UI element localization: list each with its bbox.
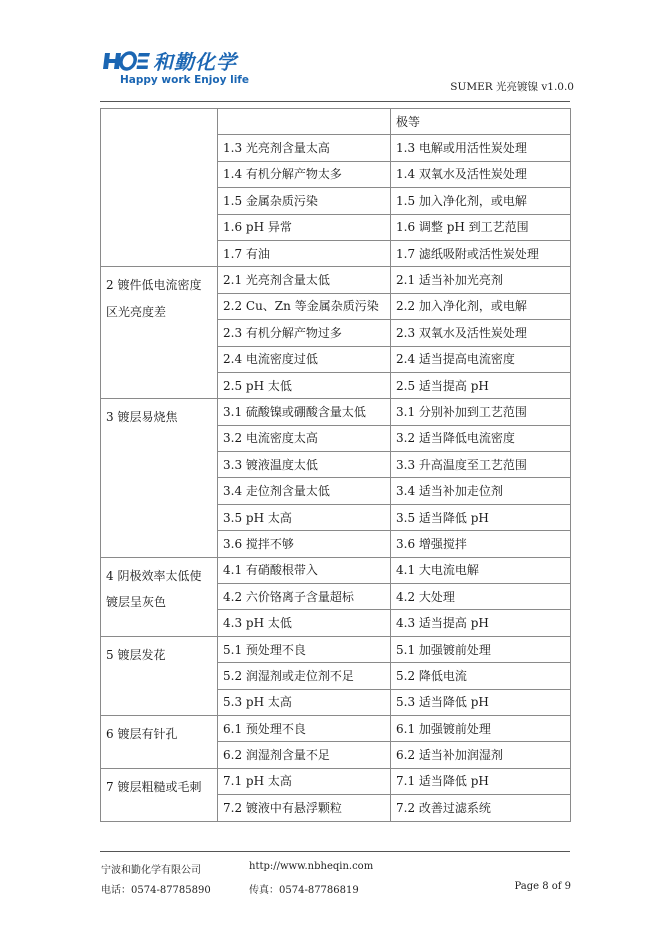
problem-cell: 2 镀件低电流密度区光亮度差 <box>101 267 218 399</box>
table-row <box>101 768 571 794</box>
remedy-cell: 3.6 增强搅拌 <box>391 531 571 557</box>
cause-cell: 5.1 预处理不良 <box>218 636 391 662</box>
footer-company: 宁波和勤化学有限公司 <box>101 865 201 876</box>
remedy-cell: 3.5 适当降低 pH <box>391 504 571 530</box>
problem-cell: 4 阴极效率太低使镀层呈灰色 <box>101 557 218 636</box>
problem-cell: 6 镀层有针孔 <box>101 715 218 768</box>
footer-phone: 电话：0574-87785890 <box>101 885 211 896</box>
header-divider <box>100 101 570 102</box>
cause-cell <box>218 109 391 135</box>
cause-cell: 6.1 预处理不良 <box>218 715 391 741</box>
remedy-cell: 5.2 降低电流 <box>391 663 571 689</box>
footer-divider <box>100 851 570 852</box>
table-row <box>101 267 571 293</box>
table-row <box>101 636 571 662</box>
remedy-cell: 1.3 电解或用活性炭处理 <box>391 135 571 161</box>
remedy-cell: 5.3 适当降低 pH <box>391 689 571 715</box>
remedy-cell: 7.1 适当降低 pH <box>391 768 571 794</box>
cause-cell: 4.3 pH 太低 <box>218 610 391 636</box>
remedy-cell: 2.3 双氧水及活性炭处理 <box>391 320 571 346</box>
cause-cell: 3.2 电流密度太高 <box>218 425 391 451</box>
cause-cell: 4.1 有硝酸根带入 <box>218 557 391 583</box>
remedy-cell: 1.6 调整 pH 到工艺范围 <box>391 214 571 240</box>
remedy-cell: 2.4 适当提高电流密度 <box>391 346 571 372</box>
cause-cell: 7.1 pH 太高 <box>218 768 391 794</box>
table-row <box>101 557 571 583</box>
cause-cell: 2.1 光亮剂含量太低 <box>218 267 391 293</box>
remedy-cell: 极等 <box>391 109 571 135</box>
cause-cell: 3.1 硫酸镍或硼酸含量太低 <box>218 399 391 425</box>
cause-cell: 1.6 pH 异常 <box>218 214 391 240</box>
cause-cell: 2.5 pH 太低 <box>218 372 391 398</box>
footer-fax: 传真：0574-87786819 <box>249 885 359 896</box>
remedy-cell: 3.1 分别补加到工艺范围 <box>391 399 571 425</box>
remedy-cell: 1.4 双氧水及活性炭处理 <box>391 161 571 187</box>
cause-cell: 3.6 搅拌不够 <box>218 531 391 557</box>
page-header <box>0 0 671 110</box>
cause-cell: 3.5 pH 太高 <box>218 504 391 530</box>
remedy-cell: 5.1 加强镀前处理 <box>391 636 571 662</box>
cause-cell: 2.2 Cu、Zn 等金属杂质污染 <box>218 293 391 319</box>
remedy-cell: 1.7 滤纸吸附或活性炭处理 <box>391 240 571 266</box>
company-slogan: Happy work Enjoy life <box>120 74 249 86</box>
table-row <box>101 715 571 741</box>
brand-name: 和勤化学 <box>153 50 237 74</box>
remedy-cell: 4.1 大电流电解 <box>391 557 571 583</box>
cause-cell: 4.2 六价铬离子含量超标 <box>218 584 391 610</box>
remedy-cell: 7.2 改善过滤系统 <box>391 795 571 821</box>
cause-cell: 3.4 走位剂含量太低 <box>218 478 391 504</box>
problem-cell <box>101 109 218 267</box>
footer-website[interactable]: http://www.nbheqin.com <box>249 861 374 872</box>
document-id: SUMER 光亮镀镍 v1.0.0 <box>450 81 574 93</box>
remedy-cell: 6.2 适当补加润湿剂 <box>391 742 571 768</box>
cause-cell: 3.3 镀液温度太低 <box>218 452 391 478</box>
hqc-logo-icon <box>103 50 151 72</box>
cause-cell: 2.4 电流密度过低 <box>218 346 391 372</box>
remedy-cell: 4.3 适当提高 pH <box>391 610 571 636</box>
remedy-cell: 2.1 适当补加光亮剂 <box>391 267 571 293</box>
problem-cell: 7 镀层粗糙或毛刺 <box>101 768 218 821</box>
cause-cell: 1.3 光亮剂含量太高 <box>218 135 391 161</box>
remedy-cell: 1.5 加入净化剂，或电解 <box>391 188 571 214</box>
remedy-cell: 4.2 大处理 <box>391 584 571 610</box>
cause-cell: 2.3 有机分解产物过多 <box>218 320 391 346</box>
page-number: Page 8 of 9 <box>514 881 571 892</box>
cause-cell: 7.2 镀液中有悬浮颗粒 <box>218 795 391 821</box>
remedy-cell: 2.2 加入净化剂，或电解 <box>391 293 571 319</box>
troubleshooting-table <box>100 108 571 822</box>
cause-cell: 6.2 润湿剂含量不足 <box>218 742 391 768</box>
cause-cell: 5.2 润湿剂或走位剂不足 <box>218 663 391 689</box>
cause-cell: 1.7 有油 <box>218 240 391 266</box>
problem-cell: 3 镀层易烧焦 <box>101 399 218 557</box>
remedy-cell: 3.2 适当降低电流密度 <box>391 425 571 451</box>
cause-cell: 1.5 金属杂质污染 <box>218 188 391 214</box>
remedy-cell: 2.5 适当提高 pH <box>391 372 571 398</box>
problem-cell: 5 镀层发花 <box>101 636 218 715</box>
remedy-cell: 3.3 升高温度至工艺范围 <box>391 452 571 478</box>
company-logo <box>103 50 263 95</box>
remedy-cell: 6.1 加强镀前处理 <box>391 715 571 741</box>
cause-cell: 5.3 pH 太高 <box>218 689 391 715</box>
cause-cell: 1.4 有机分解产物太多 <box>218 161 391 187</box>
remedy-cell: 3.4 适当补加走位剂 <box>391 478 571 504</box>
table-row <box>101 109 571 135</box>
table-row <box>101 399 571 425</box>
